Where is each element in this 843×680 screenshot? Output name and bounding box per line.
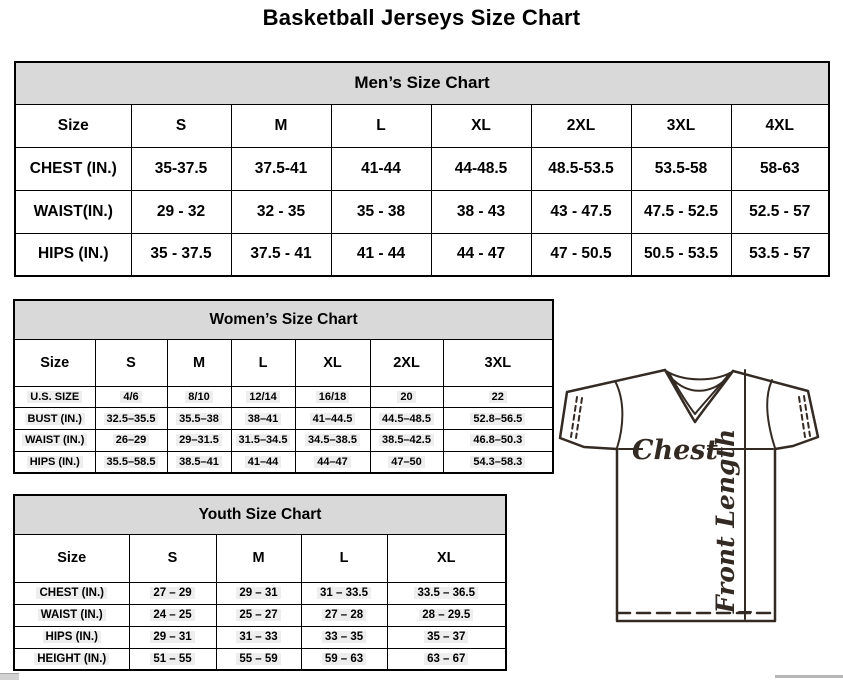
mens-column-header: L	[331, 104, 431, 147]
mens-column-header: 3XL	[631, 104, 731, 147]
size-value-cell: 37.5 - 41	[231, 233, 331, 276]
size-value-cell: 12/14	[231, 386, 295, 408]
row-label: HIPS (IN.)	[14, 626, 129, 648]
size-value-cell: 35 - 38	[331, 190, 431, 233]
womens-table-title: Women’s Size Chart	[14, 300, 553, 339]
left-cuff-dashes	[571, 397, 582, 438]
youth-size-chart-table	[13, 494, 507, 671]
youth-column-header: M	[216, 534, 301, 582]
youth-hips-row	[14, 626, 506, 648]
womens-bust-row	[14, 408, 553, 430]
row-label: WAIST (IN.)	[14, 429, 95, 451]
row-label: HIPS (IN.)	[14, 451, 95, 473]
size-value-cell: 28 – 29.5	[387, 604, 506, 626]
size-value-cell: 52.8–56.5	[443, 408, 553, 430]
row-label: HIPS (IN.)	[15, 233, 131, 276]
size-value-cell: 43 - 47.5	[531, 190, 631, 233]
size-value-cell: 35-37.5	[131, 147, 231, 190]
size-value-cell: 24 – 25	[129, 604, 216, 626]
size-value-cell: 48.5-53.5	[531, 147, 631, 190]
size-value-cell: 55 – 59	[216, 648, 301, 670]
size-value-cell: 25 – 27	[216, 604, 301, 626]
size-value-cell: 53.5-58	[631, 147, 731, 190]
womens-waist-row	[14, 429, 553, 451]
size-value-cell: 31 – 33.5	[301, 582, 387, 604]
size-value-cell: 47 - 50.5	[531, 233, 631, 276]
size-value-cell: 20	[370, 386, 443, 408]
womens-column-header: XL	[295, 339, 370, 386]
size-value-cell: 59 – 63	[301, 648, 387, 670]
size-value-cell: 33.5 – 36.5	[387, 582, 506, 604]
size-value-cell: 52.5 - 57	[731, 190, 829, 233]
size-value-cell: 44 - 47	[431, 233, 531, 276]
youth-chest-row	[14, 582, 506, 604]
size-value-cell: 38–41	[231, 408, 295, 430]
size-value-cell: 29 – 31	[216, 582, 301, 604]
size-value-cell: 33 – 35	[301, 626, 387, 648]
size-value-cell: 41-44	[331, 147, 431, 190]
size-value-cell: 34.5–38.5	[295, 429, 370, 451]
size-value-cell: 32.5–35.5	[95, 408, 167, 430]
size-value-cell: 29 - 32	[131, 190, 231, 233]
youth-column-header: Size	[14, 534, 129, 582]
page-title: Basketball Jerseys Size Chart	[262, 5, 581, 30]
size-value-cell: 29–31.5	[167, 429, 231, 451]
womens-column-header: 2XL	[370, 339, 443, 386]
mens-column-header: S	[131, 104, 231, 147]
size-value-cell: 31.5–34.5	[231, 429, 295, 451]
womens-hips-row	[14, 451, 553, 473]
womens-column-header: 3XL	[443, 339, 553, 386]
chest-label: Chest	[632, 435, 718, 466]
youth-height-row	[14, 648, 506, 670]
size-value-cell: 50.5 - 53.5	[631, 233, 731, 276]
size-value-cell: 38.5–42.5	[370, 429, 443, 451]
size-value-cell: 35 – 37	[387, 626, 506, 648]
size-value-cell: 44-48.5	[431, 147, 531, 190]
row-label: HEIGHT (IN.)	[14, 648, 129, 670]
size-value-cell: 38.5–41	[167, 451, 231, 473]
size-value-cell: 47–50	[370, 451, 443, 473]
size-value-cell: 51 – 55	[129, 648, 216, 670]
youth-waist-row	[14, 604, 506, 626]
front-length-measure-line	[739, 370, 751, 619]
row-label: WAIST (IN.)	[14, 604, 129, 626]
mens-size-chart-table	[14, 61, 830, 277]
womens-column-header: L	[231, 339, 295, 386]
size-value-cell: 26–29	[95, 429, 167, 451]
womens-column-header: M	[167, 339, 231, 386]
mens-column-header: 4XL	[731, 104, 829, 147]
collar-v-outer	[665, 370, 733, 422]
mens-column-header: XL	[431, 104, 531, 147]
size-value-cell: 27 – 29	[129, 582, 216, 604]
size-value-cell: 44–47	[295, 451, 370, 473]
jersey-body-outline	[617, 449, 775, 621]
screenshot-artifact-right	[775, 675, 843, 678]
mens-table-title: Men’s Size Chart	[15, 62, 829, 104]
mens-hips-row	[15, 233, 829, 276]
size-value-cell: 16/18	[295, 386, 370, 408]
size-value-cell: 4/6	[95, 386, 167, 408]
mens-column-header: M	[231, 104, 331, 147]
size-value-cell: 35.5–38	[167, 408, 231, 430]
size-value-cell: 63 – 67	[387, 648, 506, 670]
mens-chest-row	[15, 147, 829, 190]
row-label: CHEST (IN.)	[15, 147, 131, 190]
size-value-cell: 53.5 - 57	[731, 233, 829, 276]
womens-size-chart-table	[13, 299, 554, 474]
row-label: U.S. SIZE	[14, 386, 95, 408]
size-value-cell: 41 - 44	[331, 233, 431, 276]
womens-column-header: S	[95, 339, 167, 386]
youth-column-header: XL	[387, 534, 506, 582]
size-value-cell: 41–44.5	[295, 408, 370, 430]
size-value-cell: 35 - 37.5	[131, 233, 231, 276]
mens-waist-row	[15, 190, 829, 233]
row-label: BUST (IN.)	[14, 408, 95, 430]
womens-column-header: Size	[14, 339, 95, 386]
size-value-cell: 37.5-41	[231, 147, 331, 190]
youth-column-header: S	[129, 534, 216, 582]
right-cuff-dashes	[799, 396, 810, 437]
youth-table-title: Youth Size Chart	[14, 495, 506, 534]
front-length-label: Front Length	[711, 428, 740, 614]
row-label: WAIST(IN.)	[15, 190, 131, 233]
mens-column-header: Size	[15, 104, 131, 147]
size-value-cell: 54.3–58.3	[443, 451, 553, 473]
size-value-cell: 8/10	[167, 386, 231, 408]
size-value-cell: 35.5–58.5	[95, 451, 167, 473]
size-value-cell: 44.5–48.5	[370, 408, 443, 430]
collar-back-curve-1	[666, 371, 732, 379]
jersey-right-seam	[767, 380, 775, 448]
size-value-cell: 38 - 43	[431, 190, 531, 233]
womens-us-size-row	[14, 386, 553, 408]
size-value-cell: 32 - 35	[231, 190, 331, 233]
size-value-cell: 29 – 31	[129, 626, 216, 648]
size-value-cell: 22	[443, 386, 553, 408]
mens-column-header: 2XL	[531, 104, 631, 147]
size-value-cell: 27 – 28	[301, 604, 387, 626]
size-value-cell: 41–44	[231, 451, 295, 473]
size-value-cell: 31 – 33	[216, 626, 301, 648]
row-label: CHEST (IN.)	[14, 582, 129, 604]
jersey-diagram	[556, 358, 842, 628]
size-value-cell: 47.5 - 52.5	[631, 190, 731, 233]
youth-column-header: L	[301, 534, 387, 582]
size-value-cell: 46.8–50.3	[443, 429, 553, 451]
jersey-left-seam	[615, 381, 622, 448]
size-value-cell: 58-63	[731, 147, 829, 190]
